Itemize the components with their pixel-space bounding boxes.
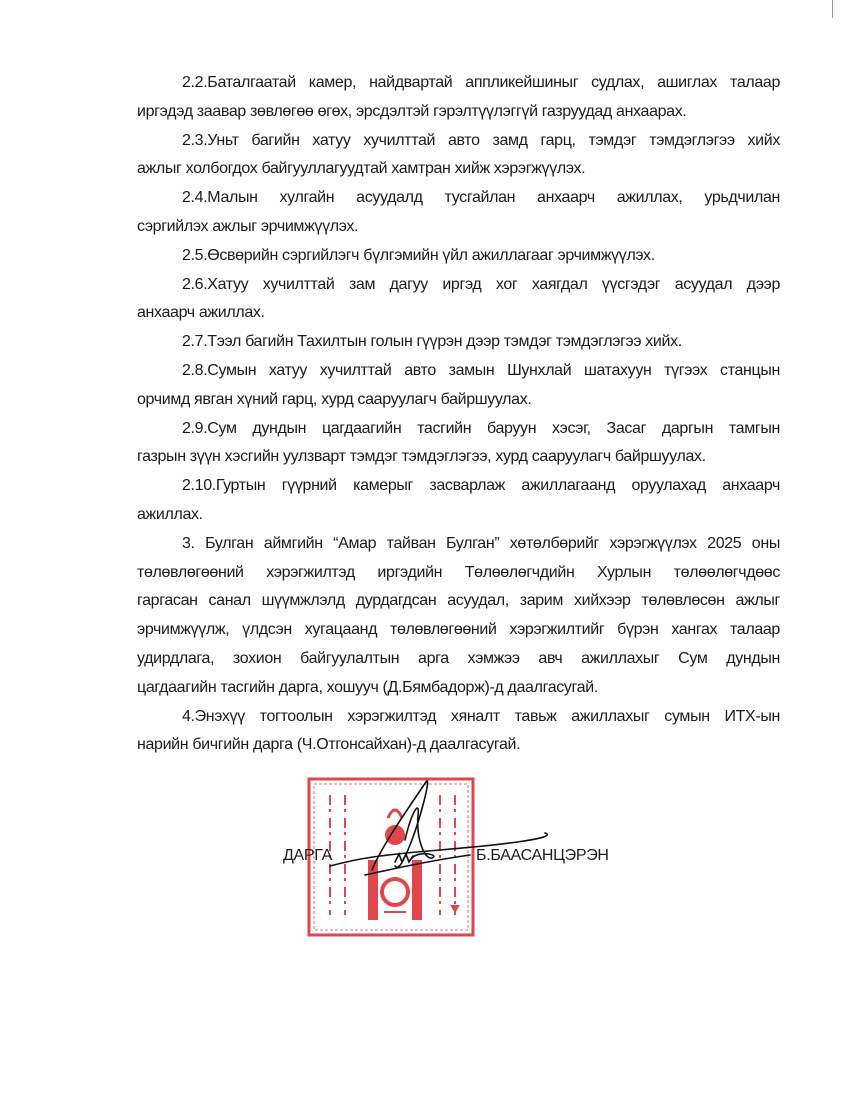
paragraph-line: 3. Булган аймгийн “Амар тайван Булган” хөтөлбөрийг хэрэгжүүлэх 2025 оны (182, 534, 780, 552)
soyombo-yinyang (382, 879, 408, 905)
seal-pillar-right (412, 860, 422, 920)
paragraph-line: сэргийлэх ажлыг эрчимжүүлэх. (137, 217, 359, 235)
soyombo-flame (388, 810, 402, 818)
paragraph-line: 2.4.Малын хулгайн асуудалд тусгайлан анхаарч ажиллах, урьдчилан (182, 189, 780, 207)
paragraph-line: гаргасан санал шүүмжлэлд дурдагдсан асуудал, зарим хийхээр төлөвлөсөн ажлыг (137, 592, 780, 610)
paragraph-line: төлөвлөгөөний хэрэгжилтэд иргэдийн Төлөөлөгчдийн Хурлын төлөөлөгчдөөс (137, 563, 780, 581)
seal-stamp (309, 779, 473, 935)
paragraph-line: ажлыг холбогдох байгууллагуудтай хамтран хийж хэрэгжүүлэх. (137, 160, 586, 178)
paragraph-line: 2.10.Гуртын гүүрний камерыг засварлаж ажиллагаанд оруулахад анхаарч (182, 477, 780, 495)
paragraph-line: 4.Энэхүү тогтоолын хэрэгжилтэд хяналт тавьж ажиллахыг сумын ИТХ-ын (182, 707, 780, 725)
paragraph-line: 2.9.Сум дундын цагдаагийн тасгийн баруун хэсэг, Засаг даргын тамгын (182, 419, 780, 437)
paragraph-line: иргэдэд заавар зөвлөгөө өгөх, эрсдэлтэй гэрэлтүүлэггүй газруудад анхаарах. (137, 102, 687, 120)
paragraph-line: анхаарч ажиллах. (137, 304, 265, 322)
paragraph-line: удирдлага, зохион байгуулалтын арга хэмжээ авч ажиллахыг Сум дундын (137, 649, 780, 667)
paragraph-line: 2.5.Өсвөрийн сэргийлэгч бүлгэмийн үйл ажиллагааг эрчимжүүлэх. (182, 246, 655, 264)
paragraph-line: эрчимжүүлж, үлдсэн хугацаанд төлөвлөгөөний хэрэгжилтийг бүрэн хангах талаар (137, 621, 780, 639)
paragraph-line: 2.7.Тээл багийн Тахилтын голын гүүрэн дээр тэмдэг тэмдэглэгээ хийх. (182, 333, 682, 351)
paragraph-line: 2.3.Уньт багийн хатуу хучилттай авто замд гарц, тэмдэг тэмдэглэгээ хийх (182, 131, 780, 149)
signer-title: ДАРГА (283, 847, 332, 864)
paragraph-line: орчимд явган хүний гарц, хурд сааруулагч байршуулах. (137, 390, 532, 408)
seal-inner-border (314, 784, 468, 930)
paragraph-line: газрын зүүн хэсгийн уулзварт тэмдэг тэмдэглэгээ, хурд сааруулагч байршуулах. (137, 448, 706, 466)
paragraph-line: нарийн бичгийн дарга (Ч.Отгонсайхан)-д даалгасугай. (137, 736, 521, 754)
paragraph-line: ажиллах. (137, 505, 203, 523)
paragraph-line: 2.8.Сумын хатуу хучилттай авто замын Шунхлай шатахуун түгээх станцын (182, 361, 780, 379)
signer-name: Б.БААСАНЦЭРЭН (476, 847, 609, 864)
paragraph-line: 2.6.Хатуу хучилттай зам дагуу иргэд хог хаягдал үүсгэдэг асуудал дээр (182, 275, 780, 293)
paragraph-line: 2.2.Баталгаатай камер, найдвартай аппликейшиныг судлах, ашиглах талаар (182, 74, 780, 91)
paragraph-line: цагдаагийн тасгийн дарга, хошууч (Д.Бямбадорж)-д даалгасугай. (137, 678, 598, 696)
